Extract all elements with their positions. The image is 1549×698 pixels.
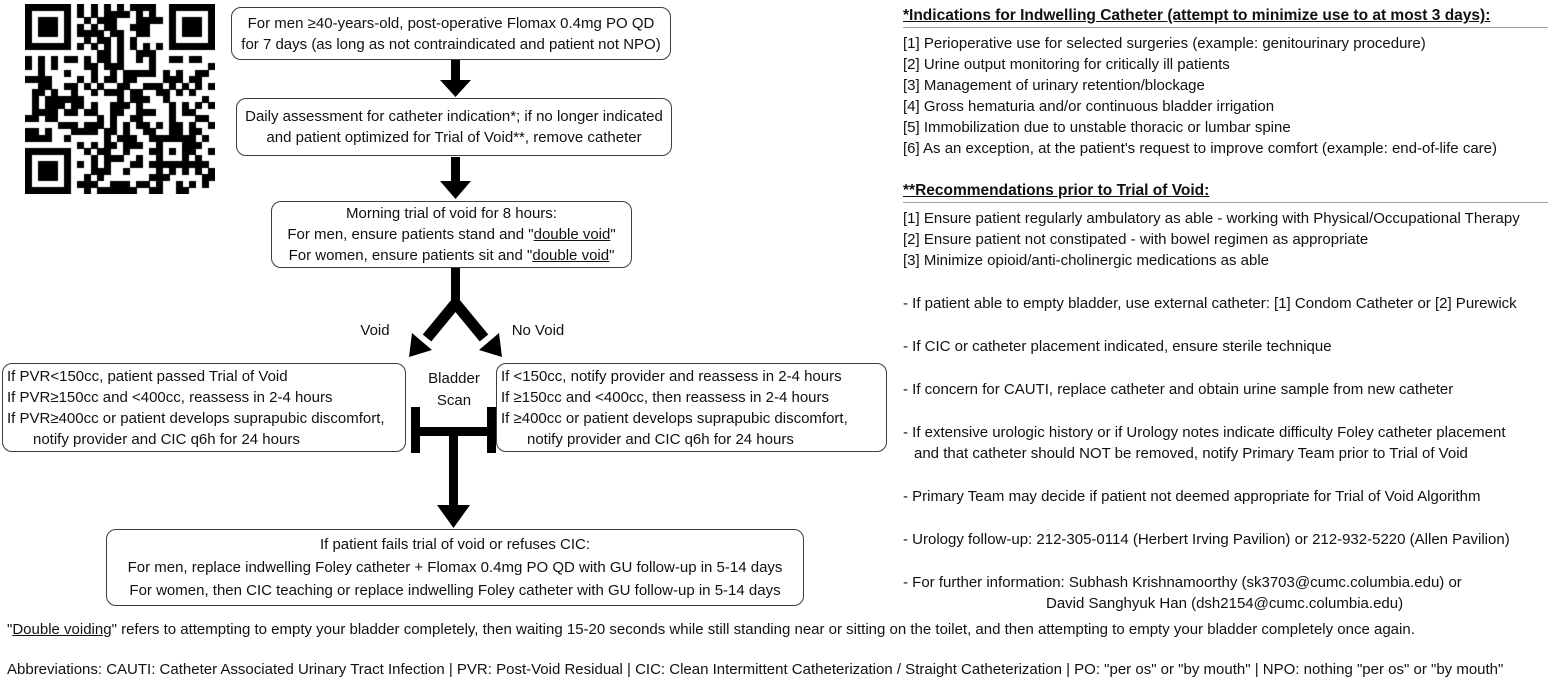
bladder-scan-label [412, 368, 496, 412]
note-primary-team: - Primary Team may decide if patient not deemed appropriate for Trial of Void Algorithm [903, 488, 1481, 505]
no-void-branch-label: No Void [511, 322, 565, 339]
indication-item: [3] Management of urinary retention/blockage [903, 77, 1205, 94]
indication-item: [1] Perioperative use for selected surgeries (example: genitourinary procedure) [903, 35, 1426, 52]
indication-item: [6] As an exception, at the patient's request to improve comfort (example: end-of-life care) [903, 140, 1497, 157]
qr-code [25, 4, 215, 194]
note-urology-followup: - Urology follow-up: 212-305-0114 (Herbert Irving Pavilion) or 212-932-5220 (Allen Pavilion) [903, 531, 1510, 548]
text-line: Bladder [428, 370, 480, 387]
underlined-term: Double voiding [12, 621, 112, 638]
text-line: If PVR≥150cc and <400cc, reassess in 2-4 hours [7, 388, 333, 406]
text-line: If PVR≥400cc or patient develops suprapubic discomfort, [7, 409, 385, 427]
fail-trial-box [106, 529, 804, 606]
abbreviations-line: Abbreviations: CAUTI: Catheter Associated Urinary Tract Infection | PVR: Post-Void Residual | CIC: Clean Intermittent Catheterization / Straight Catheterization | PO: "per os" or "by mouth" | NPO: nothing "per os" or "by mouth" [7, 661, 1504, 678]
void-outcome-box [2, 363, 406, 452]
note-further-information: - For further information: Subhash Krishnamoorthy (sk3703@cumc.columbia.edu) or [903, 574, 1462, 591]
flomax-box [231, 7, 671, 60]
text-line: If ≥400cc or patient develops suprapubic discomfort, [501, 409, 848, 427]
recommendation-item: [1] Ensure patient regularly ambulatory as able - working with Physical/Occupational Therapy [903, 210, 1520, 227]
text-line: For women, then CIC teaching or replace indwelling Foley catheter with GU follow-up in 5-14 days [129, 582, 781, 599]
note-urologic-history: - If extensive urologic history or if Urology notes indicate difficulty Foley catheter placement [903, 424, 1506, 441]
indications-heading: *Indications for Indwelling Catheter (attempt to minimize use to at most 3 days): [903, 6, 1548, 28]
double-voiding-definition: "Double voiding" refers to attempting to empty your bladder completely, then waiting 15-20 seconds while still standing near or sitting on the toilet, and then attempting to empty your bladder completely once again. [7, 621, 1415, 638]
text-line: Daily assessment for catheter indication*; if no longer indicated [245, 108, 663, 125]
indication-item: [2] Urine output monitoring for critically ill patients [903, 56, 1230, 73]
branch-split-arrows [409, 267, 502, 357]
indication-item: [4] Gross hematuria and/or continuous bladder irrigation [903, 98, 1275, 115]
note-urologic-history-cont: and that catheter should NOT be removed, notify Primary Team prior to Trial of Void [914, 445, 1468, 462]
recommendation-item: [3] Minimize opioid/anti-cholinergic medications as able [903, 252, 1270, 269]
recommendations-heading: **Recommendations prior to Trial of Void: [903, 181, 1548, 203]
note-sterile-technique: - If CIC or catheter placement indicated, ensure sterile technique [903, 338, 1332, 355]
text-line: For women, ensure patients sit and "double void" [288, 247, 615, 264]
text-line: for 7 days (as long as not contraindicated and patient not NPO) [241, 35, 661, 53]
indication-item: [5] Immobilization due to unstable thoracic or lumbar spine [903, 119, 1291, 136]
text-line: For men ≥40-years-old, post-operative Flomax 0.4mg PO QD [247, 14, 655, 32]
text-line: Morning trial of void for 8 hours: [346, 205, 557, 222]
morning-trial-box [271, 201, 632, 268]
text-line: If ≥150cc and <400cc, then reassess in 2-4 hours [501, 388, 830, 406]
text-line: If <150cc, notify provider and reassess in 2-4 hours [501, 367, 842, 385]
underlined-term: double void [532, 247, 610, 264]
text-line: notify provider and CIC q6h for 24 hours [33, 430, 300, 448]
text-line: If PVR<150cc, patient passed Trial of Void [7, 367, 288, 385]
no-void-outcome-box [496, 363, 887, 452]
arrow-flomax-to-daily [440, 60, 471, 97]
text-line: Scan [436, 392, 472, 409]
void-branch-label: Void [360, 322, 390, 339]
text-line: If patient fails trial of void or refuses CIC: [319, 536, 591, 553]
text-line: and patient optimized for Trial of Void**, remove catheter [266, 129, 642, 146]
text-line: notify provider and CIC q6h for 24 hours [527, 430, 794, 448]
text-line: For men, replace indwelling Foley catheter + Flomax 0.4mg PO QD with GU follow-up in 5-14 days [127, 559, 783, 576]
note-cauti: - If concern for CAUTI, replace catheter and obtain urine sample from new catheter [903, 381, 1454, 398]
sidebar-notes-panel [903, 6, 1548, 614]
text-line: For men, ensure patients stand and "double void" [287, 226, 616, 243]
underlined-term: double void [533, 226, 611, 243]
merge-arrow-to-fail [411, 407, 496, 528]
arrow-daily-to-morning [440, 157, 471, 199]
note-further-information-cont: David Sanghyuk Han (dsh2154@cumc.columbia.edu) [1046, 595, 1404, 612]
note-external-catheter: - If patient able to empty bladder, use external catheter: [1] Condom Catheter or [2] Purewick [903, 295, 1517, 312]
daily-assessment-box [236, 98, 672, 156]
recommendation-item: [2] Ensure patient not constipated - with bowel regimen as appropriate [903, 231, 1369, 248]
